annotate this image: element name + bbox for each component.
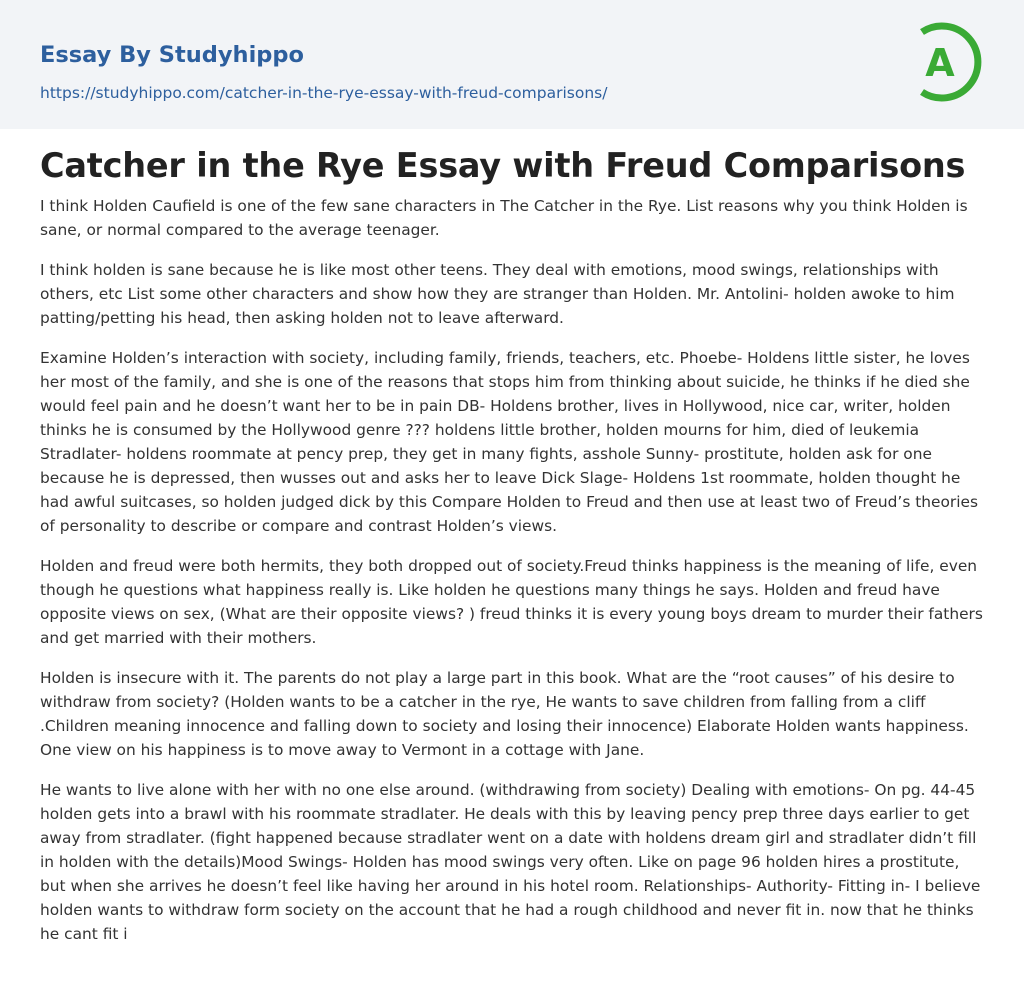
essay-paragraph: He wants to live alone with her with no one else around. (withdrawing from society) Dealing with emotions- On pg. 44-45 holden gets into a brawl with his roommate stradlater. He deals with this by leaving pency prep three days earlier to get away from stradlater. (fight happened because stradlater went on a date with holdens dream girl and stradlater didn’t fill in holden with the details)Mood Swings- Holden has mood swings very often. Like on page 96 holden hires a prostitute, but when she arrives he doesn’t feel like having her around in his hotel room. Relationships- Authority- Fitting in- I believe holden wants to withdraw form society on the account that he had a rough childhood and never fit in. now that he thinks he cant fit i (40, 781, 981, 943)
essay-paragraph: I think Holden Caufield is one of the few sane characters in The Catcher in the Rye. List reasons why you think Holden is sane, or normal compared to the average teenager. (40, 197, 968, 239)
studyhippo-logo-icon[interactable] (911, 17, 987, 107)
site-name[interactable]: Essay By Studyhippo (40, 42, 304, 68)
site-header (0, 0, 1024, 129)
essay-body (40, 194, 985, 962)
page-url-link[interactable]: https://studyhippo.com/catcher-in-the-rye-essay-with-freud-comparisons/ (40, 84, 608, 102)
essay-paragraph: I think holden is sane because he is like most other teens. They deal with emotions, mood swings, relationships with others, etc List some other characters and show how they are stranger than Holden. Mr. Antolini- holden awoke to him patting/petting his head, then asking holden not to leave afterward. (40, 261, 955, 327)
essay-paragraph: Holden is insecure with it. The parents do not play a large part in this book. What are the “root causes” of his desire to withdraw from society? (Holden wants to be a catcher in the rye, He wants to save children from falling from a cliff .Children meaning innocence and falling down to society and losing their innocence) Elaborate Holden wants happiness. One view on his happiness is to move away to Vermont in a cottage with Jane. (40, 669, 969, 759)
essay-paragraph: Examine Holden’s interaction with society, including family, friends, teachers, etc. Phoebe- Holdens little sister, he loves her most of the family, and she is one of the reasons that stops him from thinking about suicide, he thinks if he died she would feel pain and he doesn’t want her to be in pain DB- Holdens brother, lives in Hollywood, nice car, writer, holden thinks he is consumed by the Hollywood genre ??? holdens little brother, holden mourns for him, died of leukemia Stradlater- holdens roommate at pency prep, they get in many fights, asshole Sunny- prostitute, holden ask for one because he is depressed, then wusses out and asks her to leave Dick Slage- Holdens 1st roommate, holden thought he had awful suitcases, so holden judged dick by this Compare Holden to Freud and then use at least two of Freud’s theories of personality to describe or compare and contrast Holden’s views. (40, 349, 978, 535)
essay-paragraph: Holden and freud were both hermits, they both dropped out of society.Freud thinks happiness is the meaning of life, even though he questions what happiness really is. Like holden he questions many things he says. Holden and freud have opposite views on sex, (What are their opposite views? ) freud thinks it is every young boys dream to murder their fathers and get married with their mothers. (40, 557, 983, 647)
essay-title: Catcher in the Rye Essay with Freud Comparisons (40, 146, 966, 185)
logo-letter: A (925, 41, 955, 85)
